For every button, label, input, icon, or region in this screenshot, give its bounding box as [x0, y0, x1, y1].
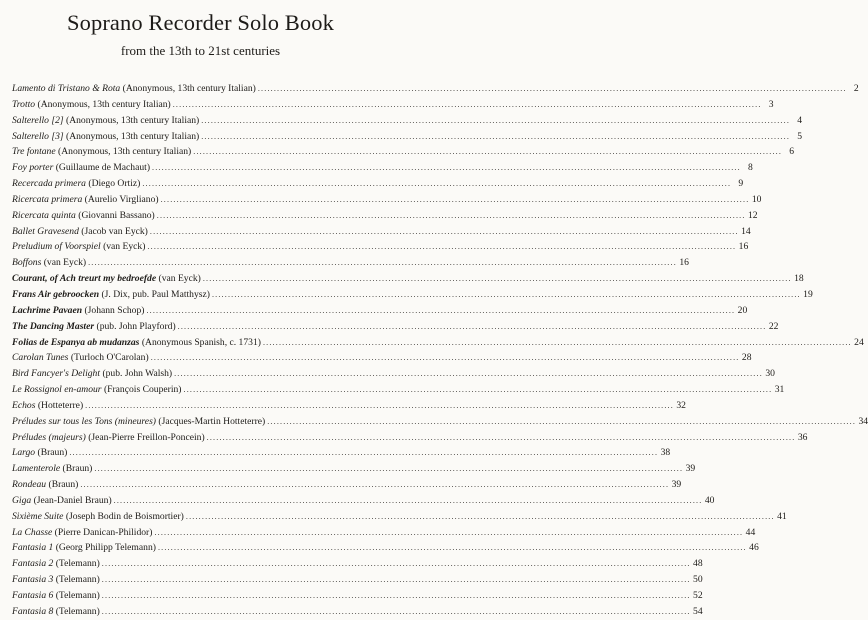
toc-entry — [12, 208, 758, 224]
toc-entry — [12, 572, 703, 588]
work-credit: (Joseph Bodin de Boismortier) — [65, 510, 184, 522]
page-number: 41 — [777, 510, 787, 522]
dot-leader — [102, 588, 691, 604]
toc-entry-text — [12, 176, 140, 192]
work-title: Giga — [12, 494, 32, 506]
work-title: Salterello [2] — [12, 114, 64, 126]
work-credit: (Georg Philipp Telemann) — [55, 542, 156, 554]
dot-leader — [80, 477, 669, 493]
dot-leader — [102, 572, 691, 588]
work-credit: (Anonymous, 13th century Italian) — [122, 83, 256, 94]
work-title: Fantasia 8 — [12, 605, 54, 617]
toc-entry-text — [12, 525, 152, 541]
dot-leader — [201, 129, 790, 145]
toc-entry-text — [12, 398, 83, 414]
work-credit: (François Couperin) — [103, 384, 182, 396]
work-title: Carolan Tunes — [12, 352, 69, 364]
work-credit: (van Eyck) — [43, 257, 87, 269]
toc-entry — [12, 398, 686, 414]
toc-entry — [12, 350, 752, 366]
toc-entry — [12, 525, 756, 541]
table-of-contents — [12, 81, 868, 620]
dot-leader — [161, 192, 750, 208]
book-subtitle: from the 13th to 21st centuries — [120, 43, 281, 58]
dot-leader — [203, 271, 792, 287]
work-credit: (Johann Schop) — [84, 304, 145, 316]
work-credit: (pub. John Playford) — [96, 320, 176, 332]
dot-leader — [173, 97, 762, 113]
dot-leader — [267, 414, 856, 430]
work-credit: (pub. John Walsh) — [102, 368, 173, 380]
work-title: Boffons — [12, 257, 42, 269]
toc-entry-text — [12, 319, 176, 335]
work-credit: (Anonymous, 13th century Italian) — [66, 114, 200, 126]
work-credit: (J. Dix, pub. Paul Matthysz) — [101, 288, 210, 300]
page-number: 18 — [794, 273, 804, 285]
work-title: The Dancing Master — [12, 320, 95, 332]
toc-entry-text — [12, 81, 256, 97]
dot-leader — [174, 366, 763, 382]
toc-entry-text — [12, 382, 182, 398]
work-title: Echos — [12, 399, 36, 411]
toc-entry-text — [12, 255, 86, 271]
toc-entry-text — [12, 129, 199, 145]
toc-entry — [12, 287, 813, 303]
work-title: Fantasia 1 — [12, 542, 54, 554]
toc-entry-text — [12, 493, 112, 509]
work-title: Trotto — [12, 98, 36, 110]
toc-entry — [12, 366, 775, 382]
toc-entry-text — [12, 303, 144, 319]
dot-leader — [69, 445, 658, 461]
toc-entry — [12, 319, 779, 335]
toc-entry — [12, 255, 689, 271]
work-credit: (Braun) — [37, 447, 68, 459]
work-title: Lamenterole — [12, 463, 61, 475]
page-number: 40 — [704, 494, 715, 506]
toc-entry-text — [12, 350, 149, 366]
toc-entry — [12, 540, 759, 556]
work-title: Folias de Espanya ab mudanzas — [12, 336, 140, 348]
toc-entry-text — [12, 540, 156, 556]
dot-leader — [88, 255, 677, 271]
toc-entry-text — [12, 604, 100, 620]
page-number: 22 — [768, 320, 779, 332]
dot-leader — [154, 525, 743, 541]
work-credit: (Braun) — [62, 463, 93, 475]
toc-entry-text — [12, 144, 191, 160]
toc-entry-text — [12, 335, 261, 351]
work-title: Ricercata quinta — [12, 209, 76, 221]
dot-leader — [147, 239, 736, 255]
toc-entry — [12, 271, 804, 287]
work-title: Sixième Suite — [12, 510, 64, 522]
work-credit: (Jacob van Eyck) — [81, 225, 148, 237]
toc-entry — [12, 588, 703, 604]
work-title: Le Rossignol en-amour — [12, 384, 102, 396]
page-number: 3 — [768, 98, 774, 110]
dot-leader — [102, 556, 691, 572]
work-title: Courant, of Ach treurt my bedroefde — [12, 273, 157, 285]
page-number: 48 — [693, 558, 703, 570]
work-credit: (Telemann) — [55, 574, 100, 586]
page-number: 52 — [693, 590, 703, 601]
dot-leader — [193, 144, 782, 160]
work-credit: (Aurelio Virgliano) — [84, 193, 159, 205]
work-title: La Chasse — [12, 526, 53, 538]
work-credit: (Telemann) — [55, 558, 100, 570]
page-number: 24 — [854, 336, 864, 348]
work-title: Salterello [3] — [12, 130, 64, 142]
toc-entry — [12, 477, 682, 493]
toc-entry-text — [12, 366, 172, 382]
work-title: Rondeau — [12, 479, 47, 491]
work-title: Préludes sur tous les Tons (mineures) — [12, 415, 156, 427]
page-number: 38 — [660, 447, 671, 459]
page-number: 12 — [747, 209, 758, 221]
toc-entry-text — [12, 271, 201, 287]
page-number: 16 — [679, 257, 689, 269]
dot-leader — [263, 335, 852, 351]
work-title: Recercada primera — [12, 178, 86, 190]
toc-entry-text — [12, 97, 171, 113]
toc-entry — [12, 113, 803, 129]
page-number: 46 — [749, 542, 759, 554]
work-credit: (Anonymous, 13th century Italian) — [66, 130, 200, 142]
toc-entry — [12, 509, 787, 525]
toc-entry — [12, 493, 715, 509]
toc-entry — [12, 556, 703, 572]
work-title: Preludium of Voorspiel — [12, 241, 101, 253]
page-number: 31 — [774, 384, 785, 396]
toc-entry — [12, 445, 671, 461]
page-number: 39 — [671, 479, 682, 491]
work-credit: (Hotteterre) — [37, 399, 84, 411]
page-number: 8 — [748, 162, 753, 174]
work-credit: (Jean-Pierre Freillon-Poncein) — [88, 431, 205, 443]
work-credit: (van Eyck) — [158, 273, 201, 285]
page-number: 20 — [737, 304, 748, 316]
toc-entry — [12, 144, 795, 160]
toc-entry — [12, 414, 868, 430]
dot-leader — [158, 540, 747, 556]
toc-entry-text — [12, 572, 100, 588]
dot-leader — [114, 493, 703, 509]
toc-entry — [12, 224, 751, 240]
toc-entry-text — [12, 239, 145, 255]
work-title: Tre fontane — [12, 146, 56, 158]
toc-entry — [12, 430, 808, 446]
toc-entry-text — [12, 208, 155, 224]
toc-entry — [12, 160, 753, 176]
dot-leader — [85, 398, 674, 414]
toc-entry-text — [12, 160, 150, 176]
toc-entry-text — [12, 509, 184, 525]
page-number: 9 — [738, 178, 744, 190]
page-number: 5 — [797, 130, 803, 142]
dot-leader — [151, 350, 740, 366]
toc-entry-text — [12, 588, 100, 604]
page-number: 30 — [765, 368, 775, 380]
book-title: Soprano Recorder Solo Book — [67, 10, 334, 35]
dot-leader — [94, 461, 683, 477]
work-title: Largo — [12, 447, 36, 459]
dot-leader — [212, 287, 801, 303]
page-number: 39 — [685, 463, 696, 475]
work-credit: (Giovanni Bassano) — [78, 209, 155, 221]
work-credit: (Jean-Daniel Braun) — [33, 494, 112, 506]
page-number: 14 — [741, 225, 751, 237]
dot-leader — [201, 113, 790, 129]
page-number: 54 — [693, 605, 703, 617]
toc-entry-text — [12, 461, 92, 477]
toc-entry-text — [12, 445, 67, 461]
dot-leader — [146, 303, 735, 319]
work-title: Bird Fancyer's Delight — [12, 368, 101, 380]
toc-entry — [12, 335, 864, 351]
dot-leader — [157, 208, 746, 224]
page-number: 19 — [803, 288, 813, 300]
work-title: Lachrime Pavaen — [12, 304, 83, 316]
work-credit: (van Eyck) — [103, 241, 146, 253]
page-number: 32 — [676, 399, 686, 411]
toc-entry — [12, 192, 762, 208]
toc-entry — [12, 382, 785, 398]
toc-entry — [12, 604, 703, 620]
toc-entry-text — [12, 224, 148, 240]
work-credit: (Turloch O'Carolan) — [70, 352, 149, 364]
toc-entry — [12, 239, 749, 255]
work-title: Ricercata primera — [12, 193, 83, 205]
toc-entry-text — [12, 477, 78, 493]
toc-entry-text — [12, 430, 205, 446]
work-credit: (Guillaume de Machaut) — [55, 162, 151, 174]
work-title: Ballet Gravesend — [12, 225, 79, 237]
work-title: Préludes (majeurs) — [12, 431, 86, 443]
work-credit: (Telemann) — [55, 605, 100, 617]
dot-leader — [178, 319, 767, 335]
page-number: 2 — [853, 83, 859, 94]
page-number: 28 — [741, 352, 752, 364]
work-credit: (Anonymous Spanish, c. 1731) — [141, 336, 261, 348]
toc-entry — [12, 176, 744, 192]
toc-entry-text — [12, 287, 210, 303]
dot-leader — [258, 81, 847, 97]
toc-entry-text — [12, 414, 265, 430]
toc-entry-text — [12, 113, 199, 129]
dot-leader — [184, 382, 773, 398]
work-credit: (Telemann) — [55, 590, 100, 601]
toc-entry — [12, 303, 748, 319]
work-credit: (Braun) — [48, 479, 79, 491]
toc-entry-text — [12, 556, 100, 572]
toc-entry-text — [12, 192, 159, 208]
page-number: 6 — [789, 146, 795, 158]
dot-leader — [102, 604, 691, 620]
work-title: Lamento di Tristano & Rota — [12, 83, 121, 94]
work-credit: (Anonymous, 13th century Italian) — [37, 98, 171, 110]
page-number: 50 — [693, 574, 703, 586]
work-credit: (Pierre Danican-Philidor) — [54, 526, 153, 538]
page-number: 34 — [858, 415, 868, 427]
work-title: Fantasia 3 — [12, 574, 54, 586]
work-title: Fantasia 6 — [12, 590, 54, 601]
dot-leader — [150, 224, 739, 240]
work-credit: (Diego Ortiz) — [88, 178, 141, 190]
toc-entry — [12, 461, 696, 477]
page-number: 10 — [751, 193, 762, 205]
toc-entry — [12, 97, 774, 113]
page-number: 36 — [797, 431, 808, 443]
dot-leader — [142, 176, 731, 192]
page-number: 16 — [738, 241, 749, 253]
page-number: 44 — [745, 526, 756, 538]
toc-entry — [12, 129, 803, 145]
work-title: Fantasia 2 — [12, 558, 54, 570]
work-credit: (Anonymous, 13th century Italian) — [58, 146, 192, 158]
dot-leader — [207, 430, 796, 446]
work-title: Foy porter — [12, 162, 54, 174]
work-title: Frans Air gebroocken — [12, 288, 100, 300]
dot-leader — [186, 509, 775, 525]
work-credit: (Jacques-Martin Hotteterre) — [158, 415, 266, 427]
page-number: 4 — [797, 114, 803, 126]
toc-entry — [12, 81, 859, 97]
dot-leader — [152, 160, 741, 176]
